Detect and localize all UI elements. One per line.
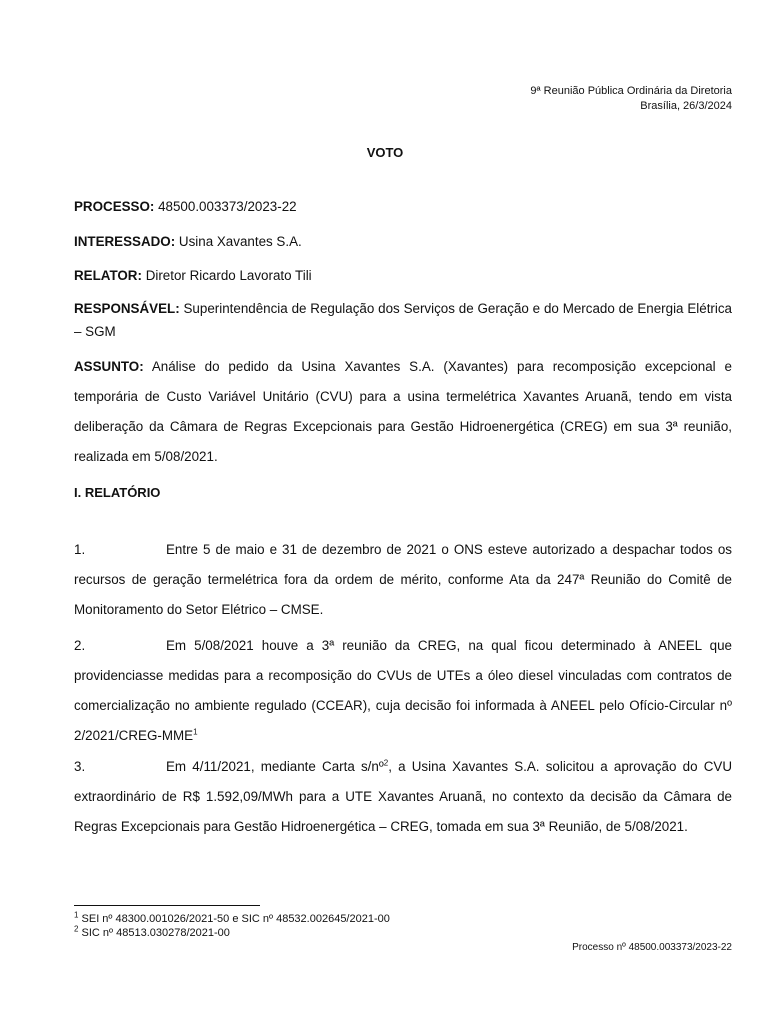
footnote-divider: [74, 905, 260, 906]
interessado-value: Usina Xavantes S.A.: [178, 234, 302, 249]
processo-value: 48500.003373/2023-22: [158, 199, 297, 214]
paragraph-text: Em 4/11/2021, mediante Carta s/nº: [166, 759, 384, 774]
paragraph-2: [74, 631, 732, 751]
interessado-label: INTERESSADO:: [74, 234, 176, 249]
relator-value: Diretor Ricardo Lavorato Tili: [145, 268, 312, 283]
footnote-ref-1: 1: [193, 727, 198, 737]
paragraph-3: [74, 752, 732, 842]
page-footer: Processo nº 48500.003373/2023-22: [572, 942, 732, 953]
paragraph-1: [74, 535, 732, 625]
responsavel-field: [74, 297, 732, 343]
paragraph-text: Entre 5 de maio e 31 de dezembro de 2021 o ONS esteve autorizado a despachar todos os recursos de geração termelétrica fora da ordem de mérito, conforme Ata da 247ª Reunião do Comitê de Monitoramento do Setor Elétrico – CMSE.: [74, 542, 732, 617]
paragraph-text: Em 5/08/2021 houve a 3ª reunião da CREG, na qual ficou determinado à ANEEL que providenciasse medidas para a recomposição do CVUs de UTEs a óleo diesel vinculadas com contratos de comercialização no ambiente regulado (CCEAR), cuja decisão foi informada à ANEEL pelo Ofício-Circular nº 2/2021/CREG-MME: [74, 638, 732, 743]
meeting-name: 9ª Reunião Pública Ordinária da Diretoria: [530, 85, 732, 97]
relator-field: [74, 261, 732, 291]
meeting-header: [530, 84, 732, 114]
assunto-label: ASSUNTO:: [74, 359, 144, 374]
processo-field: [74, 192, 732, 222]
footnote-ref-2: 2: [383, 758, 389, 768]
assunto-value: Análise do pedido da Usina Xavantes S.A. (Xavantes) para recomposição excepcional e temporária de Custo Variável Unitário (CVU) para a usina termelétrica Xavantes Aruanã, tendo em vista deliberação da Câmara de Regras Excepcionais para Gestão Hidroenergética (CREG) em sua 3ª reunião, realizada em 5/08/2021.: [74, 359, 732, 464]
meeting-date: Brasília, 26/3/2024: [640, 100, 732, 112]
footnote-1: [74, 912, 390, 926]
footnote-mark: 1: [74, 910, 79, 920]
paragraph-number: 3.: [74, 759, 86, 774]
footnote-mark: 2: [74, 924, 79, 934]
assunto-field: [74, 352, 732, 472]
relator-label: RELATOR:: [74, 268, 142, 283]
processo-label: PROCESSO:: [74, 199, 155, 214]
paragraph-text-continued: , a Usina Xavantes S.A. solicitou a aprovação do CVU extraordinário de R$ 1.592,09/MWh para a UTE Xavantes Aruanã, no contexto da decisão da Câmara de Regras Excepcionais para Gestão Hidroenergética – CREG, tomada em sua 3ª Reunião, de 5/08/2021.: [74, 759, 732, 834]
footnote-text: SIC nº 48513.030278/2021-00: [81, 927, 230, 939]
paragraph-number: 1.: [74, 542, 86, 557]
paragraph-number: 2.: [74, 638, 86, 653]
footnote-text: SEI nº 48300.001026/2021-50 e SIC nº 48532.002645/2021-00: [81, 913, 390, 925]
responsavel-value: Superintendência de Regulação dos Serviços de Geração e do Mercado de Energia Elétrica – SGM: [74, 301, 732, 339]
document-title: VOTO: [366, 145, 404, 160]
responsavel-label: RESPONSÁVEL:: [74, 301, 180, 316]
section-title: I. RELATÓRIO: [74, 485, 161, 500]
footnotes: [74, 912, 390, 940]
interessado-field: [74, 227, 732, 257]
footnote-2: [74, 926, 390, 940]
